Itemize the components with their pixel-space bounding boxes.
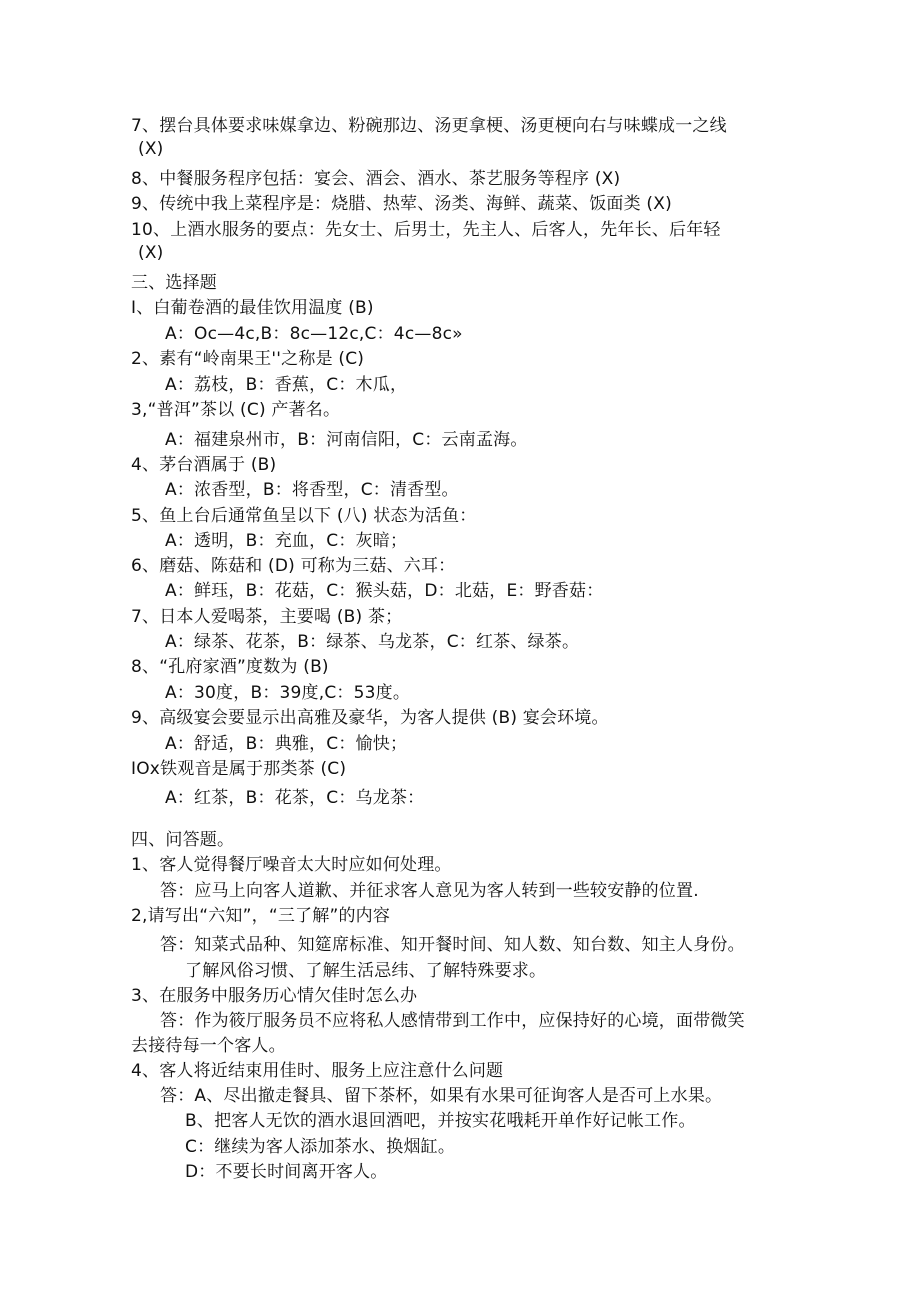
choice-q9: 9、高级宴会要显示出高雅及豪华，为客人提供 (B) 宴会环境。	[131, 708, 609, 728]
qa-a3-line1: 答：作为筱厅服务员不应将私人感情带到工作中，应保持好的心境，面带微笑	[160, 1011, 745, 1031]
judgement-q7-line1: 7、摆台具体要求味媒拿边、粉碗那边、汤更拿梗、汤更梗向右与味蝶成一之线	[131, 116, 727, 136]
qa-a2-line1: 答：知菜式品种、知筵席标准、知开餐时间、知人数、知台数、知主人身份。	[160, 935, 745, 955]
choice-q8: 8、“孔府家酒”度数为 (B)	[131, 657, 329, 677]
choice-q7: 7、日本人爱喝茶，主要喝 (B) 茶；	[131, 607, 403, 627]
choice-q5: 5、鱼上台后通常鱼呈以下 (八) 状态为活鱼：	[131, 506, 477, 526]
qa-q3: 3、在服务中服务历心情欠佳时怎么办	[131, 986, 418, 1006]
choice-q4-options: A：浓香型，B：将香型，C：清香型。	[165, 480, 459, 500]
judgement-q10-answer: (X)	[138, 243, 164, 263]
qa-a4-c: C：继续为客人添加茶水、换烟缸。	[185, 1137, 456, 1157]
choice-q4: 4、茅台酒属于 (B)	[131, 455, 277, 475]
choice-q6: 6、磨菇、陈菇和 (D) 可称为三菇、六耳：	[131, 556, 456, 576]
qa-a1: 答：应马上向客人道歉、并征求客人意见为客人转到一些较安静的位置.	[160, 881, 699, 901]
choice-q10: IOx铁观音是属于那类茶 (C)	[131, 759, 347, 779]
qa-q1: 1、客人觉得餐厅噪音太大时应如何处理。	[131, 855, 452, 875]
judgement-q7-answer: (X)	[138, 139, 164, 159]
qa-q4: 4、客人将近结束用佳时、服务上应注意什么问题	[131, 1061, 504, 1081]
judgement-q8: 8、中餐服务程序包括：宴会、酒会、酒水、茶艺服务等程序 (X)	[131, 169, 621, 189]
choice-q1: I、白葡卷酒的最佳饮用温度 (B)	[131, 298, 374, 318]
choice-q2-options: A：荔枝，B：香蕉，C：木瓜，	[165, 375, 408, 395]
judgement-q10-line1: 10、上酒水服务的要点：先女士、后男士，先主人、后客人，先年长、后年轻	[131, 220, 721, 240]
choice-q5-options: A：透明，B：充血，C：灰暗；	[165, 531, 408, 551]
judgement-q9: 9、传统中我上菜程序是：烧腊、热荤、汤类、海鲜、蔬菜、饭面类 (X)	[131, 194, 672, 214]
qa-a2-line2: 了解风俗习惯、了解生活忌纬、了解特殊要求。	[185, 961, 547, 981]
qa-a4-a: 答：A、尽出撤走餐具、留下茶杯，如果有水果可征询客人是否可上水果。	[160, 1086, 723, 1106]
choice-q9-options: A：舒适，B：典雅，C：愉快；	[165, 734, 408, 754]
choice-q3: 3,“普洱”茶以 (C) 产著名。	[131, 400, 341, 420]
qa-a3-line2: 去接待每一个客人。	[131, 1036, 286, 1056]
choice-q2: 2、素有“岭南果王''之称是 (C)	[131, 349, 365, 369]
choice-q10-options: A：红茶，B：花茶，C：乌龙茶：	[165, 788, 425, 808]
choice-q3-options: A：福建泉州市，B：河南信阳，C：云南孟海。	[165, 430, 528, 450]
choice-q1-options: A：Oc—4c,B：8c—12c,C：4c—8c»	[165, 324, 463, 344]
section-heading-qa: 四、问答题。	[131, 830, 235, 850]
choice-q7-options: A：绿茶、花茶，B：绿茶、乌龙茶，C：红茶、绿茶。	[165, 632, 580, 652]
qa-a4-b: B、把客人无饮的酒水退回酒吧，并按实花哦耗开单作好记帐工作。	[185, 1111, 696, 1131]
qa-a4-d: D：不要长时间离开客人。	[185, 1162, 388, 1182]
choice-q6-options: A：鲜珏，B：花菇，C：猴头菇，D：北菇，E：野香菇：	[165, 581, 604, 601]
qa-q2: 2,请写出“六知”，“三了解”的内容	[131, 906, 391, 926]
choice-q8-options: A：30度，B：39度,C：53度。	[165, 683, 411, 703]
section-heading-choice: 三、选择题	[131, 273, 217, 293]
